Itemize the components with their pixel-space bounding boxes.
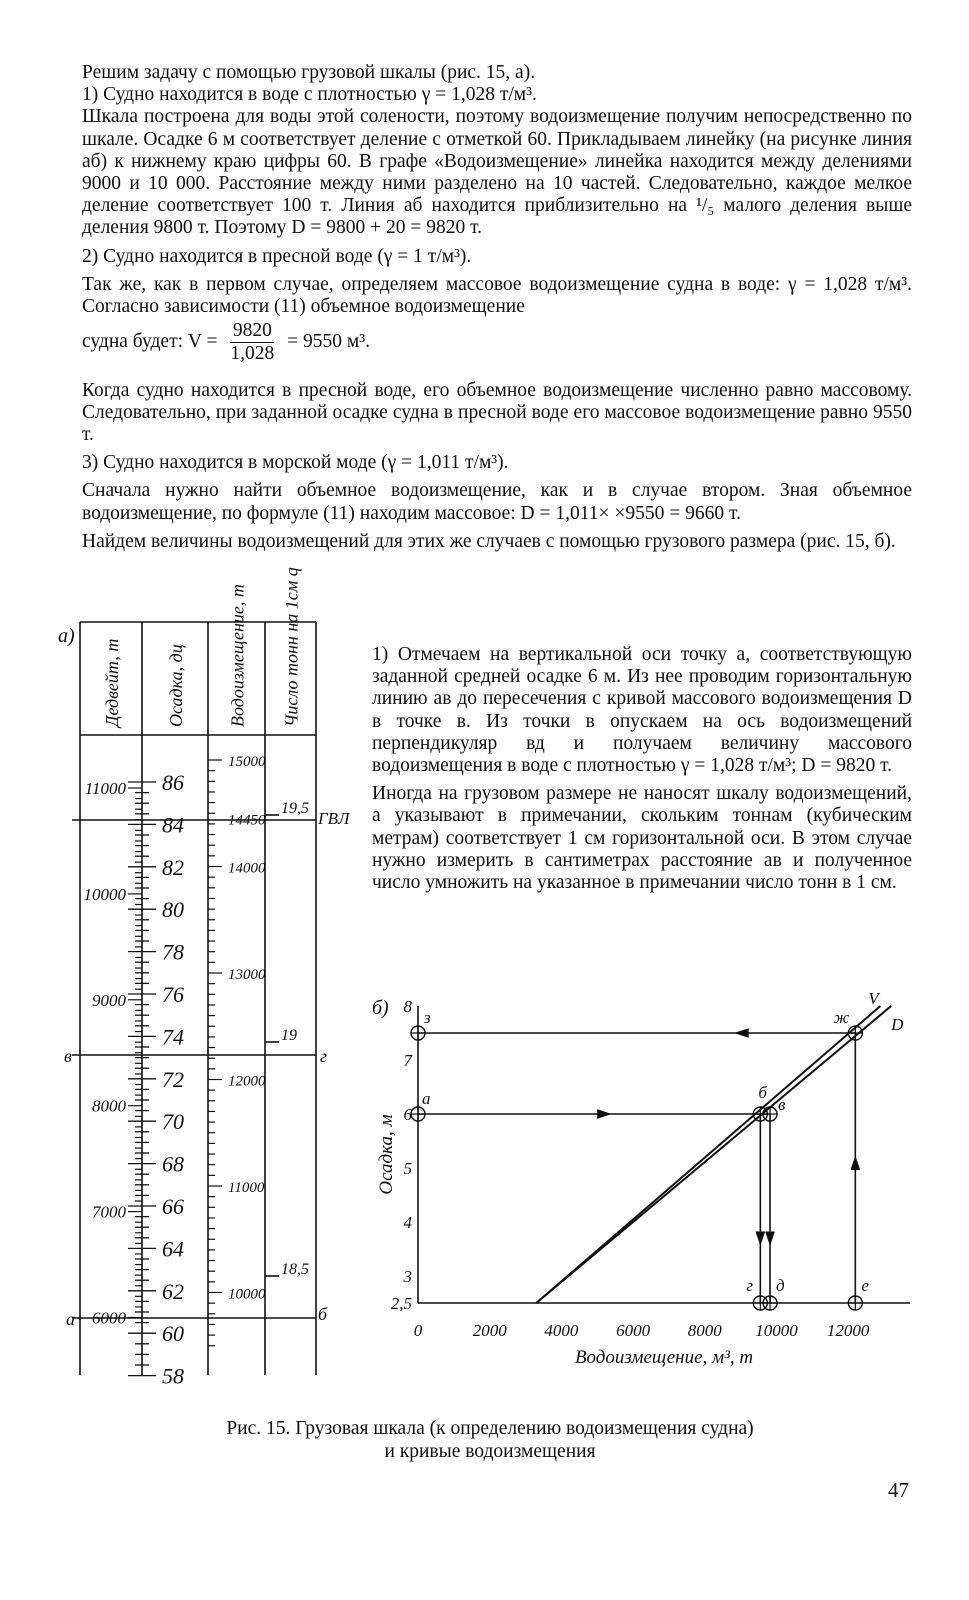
point-в bbox=[763, 1107, 777, 1121]
label-v: в bbox=[64, 1046, 72, 1066]
tpc-label-18,5: 18,5 bbox=[281, 1261, 309, 1278]
label-g: г bbox=[320, 1046, 328, 1066]
fraction-numerator: 9820 bbox=[230, 320, 274, 343]
point-б bbox=[753, 1107, 767, 1121]
y-tick-6: 6 bbox=[403, 1105, 412, 1124]
point-label-ж: ж bbox=[833, 1008, 850, 1027]
fraction-denominator: 1,028 bbox=[230, 343, 275, 365]
side-text bbox=[372, 644, 912, 894]
draft-label-82: 82 bbox=[162, 854, 184, 880]
point-ж bbox=[848, 1026, 862, 1040]
arrow-b bbox=[756, 1232, 764, 1244]
draft-label-86: 86 bbox=[162, 770, 184, 795]
point-label-а: а bbox=[422, 1089, 431, 1108]
text-line-3: 2) Судно находится в пресной воде (γ = 1 т/м³). bbox=[82, 245, 472, 267]
displacement-chart bbox=[372, 989, 910, 1368]
x-tick-6000: 6000 bbox=[616, 1321, 651, 1340]
displacement-label-12000: 12000 bbox=[228, 1073, 266, 1090]
draft-label-66: 66 bbox=[162, 1194, 184, 1219]
arrow-z bbox=[737, 1029, 749, 1037]
tpc-label-19,5: 19,5 bbox=[281, 800, 309, 817]
draft-label-60: 60 bbox=[162, 1321, 184, 1347]
displacement-label-14450: 14450 bbox=[228, 812, 266, 829]
label-b: б bbox=[318, 1304, 328, 1324]
formula-line bbox=[82, 320, 912, 365]
y-tick-8: 8 bbox=[403, 997, 412, 1016]
page-number: 47 bbox=[888, 1478, 909, 1502]
deadweight-label-11000: 11000 bbox=[84, 779, 126, 798]
cargo-scale bbox=[58, 567, 351, 1388]
displacement-label-11000: 11000 bbox=[228, 1180, 265, 1196]
displacement-label-10000: 10000 bbox=[228, 1286, 266, 1303]
y-tick-7: 7 bbox=[403, 1051, 412, 1070]
caption-line-1: Рис. 15. Грузовая шкала (к определению водоизмещения судна) bbox=[226, 1418, 754, 1439]
displacement-label-14000: 14000 bbox=[228, 860, 266, 877]
point-а bbox=[411, 1107, 425, 1121]
y-axis-label: Осадка, м bbox=[376, 1114, 397, 1195]
x-tick-0: 0 bbox=[413, 1321, 423, 1340]
y-tick-5: 5 bbox=[403, 1159, 412, 1178]
formula-post: = 9550 м³. bbox=[287, 331, 370, 353]
deadweight-label-8000: 8000 bbox=[92, 1096, 126, 1116]
figure-caption bbox=[100, 1418, 880, 1463]
text-line-1: Решим задачу с помощью грузовой шкалы (рис. 15, а). bbox=[82, 62, 536, 83]
paragraph-2: Так же, как в первом случае, определяем массовое водоизмещение судна в воде: γ = 1,028 т/м³. Согласно зависимости (11) объемное водоизмещение bbox=[82, 273, 912, 318]
side-paragraph-1: 1) Отмечаем на вертикальной оси точку а, соответствующую заданной средней осадке 6 м. Из нее проводим горизонтальную линию ав до пересечения с кривой массового водоизмещения D в точке в. Из точки в опускаем на ось водоизмещений перпендикуляр вд и получаем величину массового водоизмещения в воде с плотностью γ = 1,028 т/м³; D = 9820 т. bbox=[372, 644, 912, 777]
draft-label-74: 74 bbox=[162, 1024, 184, 1050]
series-label-V: V bbox=[868, 989, 879, 1008]
formula-fraction bbox=[230, 320, 274, 365]
scale-panel-label: а) bbox=[58, 625, 75, 647]
deadweight-label-9000: 9000 bbox=[92, 990, 126, 1010]
point-label-в: в bbox=[778, 1095, 786, 1114]
x-tick-8000: 8000 bbox=[687, 1321, 722, 1340]
draft-label-68: 68 bbox=[162, 1151, 184, 1177]
draft-label-76: 76 bbox=[162, 982, 184, 1007]
label-a: а bbox=[66, 1309, 75, 1329]
text-line-2: 1) Судно находится в воде с плотностью γ = 1,028 т/м³. bbox=[82, 84, 537, 106]
paragraph-3: Когда судно находится в пресной воде, его объемное водоизмещение численно равно массовому. Следовательно, при заданной осадке судна в пресной воде его массовое водоизмещение равно 9550 т. bbox=[82, 379, 912, 446]
point-label-б: б bbox=[758, 1083, 767, 1102]
main-text-top bbox=[82, 62, 912, 553]
draft-label-62: 62 bbox=[162, 1278, 184, 1304]
y-tick-3: 3 bbox=[403, 1267, 412, 1286]
series-line-D bbox=[536, 1006, 891, 1303]
scale-header-2: Водоизмещение, т bbox=[227, 584, 248, 727]
deadweight-label-7000: 7000 bbox=[92, 1202, 126, 1222]
point-label-д: д bbox=[776, 1276, 785, 1295]
point-е bbox=[848, 1296, 862, 1310]
draft-label-84: 84 bbox=[162, 812, 184, 838]
draft-label-64: 64 bbox=[162, 1236, 184, 1262]
x-tick-12000: 12000 bbox=[826, 1321, 870, 1340]
side-paragraph-2: Иногда на грузовом размере не наносят шкалу водоизмещений, а указывают в примечании, скольким тоннам (кубическим метрам) соответствует 1 см горизонтальной оси. В этом случае нужно измерить в сантиметрах расстояние ав и полученное число умножить на указанное в примечании число тонн в 1 см. bbox=[372, 783, 912, 894]
x-tick-2000: 2000 bbox=[472, 1321, 507, 1340]
scale-header-1: Осадка, дц bbox=[166, 644, 186, 727]
paragraph-1: Шкала построена для воды этой солености, поэтому водоизмещение получим непосредственно по шкале. Осадке 6 м соответствует деление с отметкой 60. Прикладываем линейку (на рисунке линия аб) к нижнему краю цифры 60. В графе «Водоизмещение» линейка находится между делениями 9000 и 10 000. Расстояние между ними разделено на 10 частей. Следовательно, каждое мелкое деление соответствует 100 т. Линия аб находится приблизительно на ¹/₅ малого деления выше деления 9800 т. Поэтому D = 9800 + 20 = 9820 т. bbox=[82, 106, 912, 239]
draft-label-80: 80 bbox=[162, 897, 184, 923]
series-line-V bbox=[536, 1006, 880, 1303]
draft-label-58: 58 bbox=[162, 1363, 184, 1389]
displacement-label-13000: 13000 bbox=[228, 967, 266, 983]
point-label-з: з bbox=[424, 1008, 431, 1027]
arrow-v bbox=[766, 1232, 774, 1244]
tpc-label-19: 19 bbox=[281, 1027, 297, 1044]
draft-label-70: 70 bbox=[162, 1109, 184, 1135]
scale-header-3: Число тонн на 1см q bbox=[281, 567, 302, 727]
x-tick-4000: 4000 bbox=[544, 1321, 579, 1340]
paragraph-4: Сначала нужно найти объемное водоизмещение, как и в случае втором. Зная объемное водоизмещение, по формуле (11) находим массовое: D = 1,011× ×9550 = 9660 т. bbox=[82, 480, 912, 524]
x-axis-label: Водоизмещение, м³, т bbox=[574, 1347, 754, 1368]
deadweight-label-6000: 6000 bbox=[92, 1308, 126, 1328]
arrow-a bbox=[597, 1110, 609, 1118]
draft-label-78: 78 bbox=[162, 939, 184, 965]
text-line-4: 3) Судно находится в морской моде (γ = 1,011 т/м³). bbox=[82, 452, 509, 474]
point-label-г: г bbox=[746, 1276, 753, 1295]
displacement-label-15000: 15000 bbox=[228, 754, 266, 770]
y-tick-4: 4 bbox=[403, 1213, 412, 1232]
point-label-е: е bbox=[861, 1276, 869, 1295]
point-г bbox=[753, 1296, 767, 1310]
point-з bbox=[411, 1026, 425, 1040]
paragraph-5: Найдем величины водоизмещений для этих же случаев с помощью грузового размера (рис. 15, б). bbox=[82, 530, 896, 552]
caption-line-2: и кривые водоизмещения bbox=[384, 1440, 596, 1462]
x-tick-10000: 10000 bbox=[755, 1321, 798, 1340]
deadweight-label-10000: 10000 bbox=[83, 884, 126, 904]
scale-header-0: Дедвейт, т bbox=[102, 638, 122, 727]
formula-pre: судна будет: V = bbox=[82, 331, 218, 353]
y-tick-2,5: 2,5 bbox=[390, 1294, 412, 1313]
arrow-e bbox=[851, 1158, 859, 1170]
series-label-D: D bbox=[891, 1015, 904, 1034]
chart-panel-label: б) bbox=[372, 997, 389, 1019]
gvl-label: ГВЛ bbox=[318, 809, 350, 828]
draft-label-72: 72 bbox=[162, 1066, 184, 1092]
point-д bbox=[763, 1296, 777, 1310]
